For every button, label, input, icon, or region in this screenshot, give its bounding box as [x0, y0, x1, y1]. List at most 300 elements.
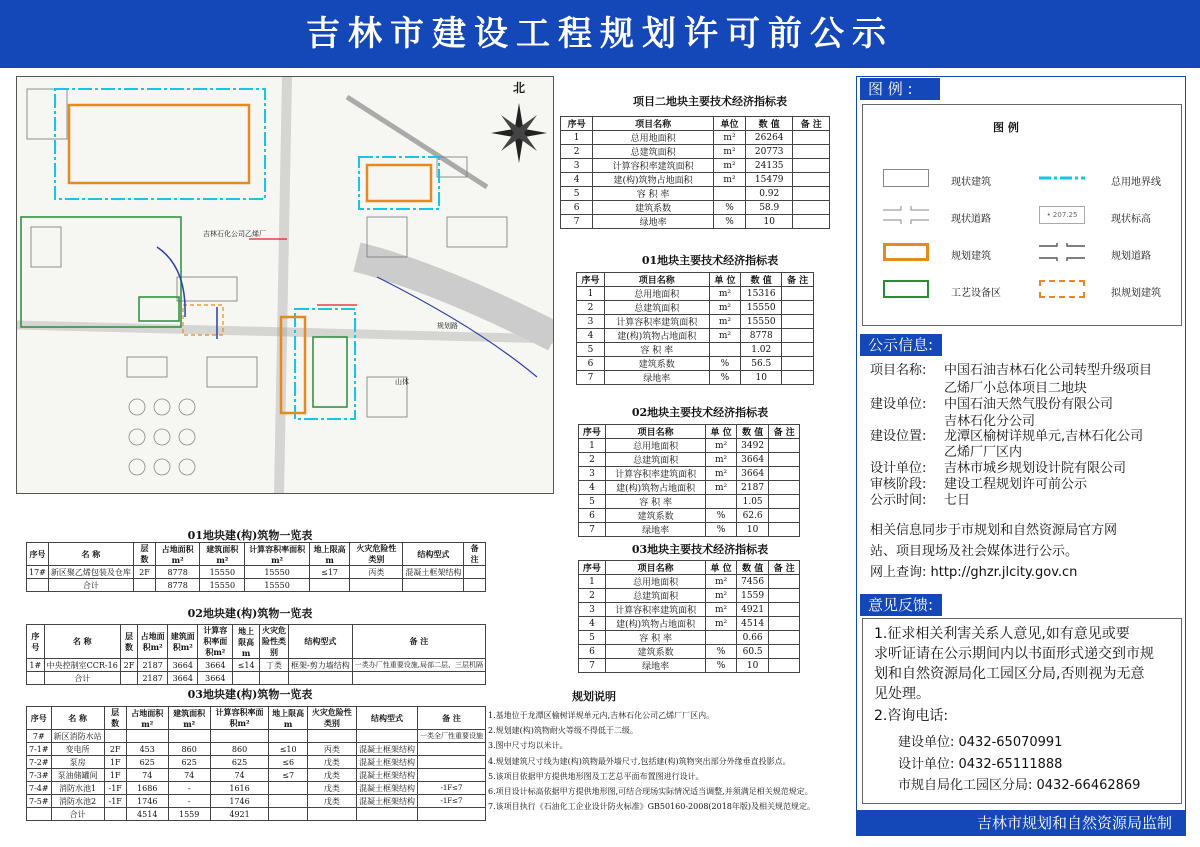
table-cell — [350, 579, 403, 592]
table-cell: 一类办厂性重要设施,局部二层、三层机隔 — [352, 659, 485, 672]
table-row — [577, 315, 814, 329]
table-cell: 4 — [579, 617, 606, 631]
table-row — [561, 173, 830, 187]
table-cell: 1F — [104, 756, 126, 769]
econ-rows — [579, 439, 800, 537]
table-cell: 丙类 — [307, 743, 356, 756]
table-header-cell: 结构型式 — [356, 707, 417, 730]
table-cell — [104, 808, 126, 821]
table-cell: 总用地面积 — [604, 287, 709, 301]
table-cell: 建筑系数 — [605, 645, 705, 659]
table-header-cell: 火灾危险性类别 — [307, 707, 356, 730]
table-cell — [769, 495, 800, 509]
table-cell: 3664 — [198, 659, 233, 672]
table-row — [561, 131, 830, 145]
table-cell: 7 — [579, 523, 606, 537]
table-cell: -1F≤7 — [417, 795, 485, 808]
table-cell: ≤7 — [269, 769, 307, 782]
table-row — [579, 467, 800, 481]
table-cell: 3 — [579, 467, 606, 481]
table-cell: 建(构)筑物占地面积 — [605, 481, 705, 495]
table-cell: 4514 — [126, 808, 168, 821]
table-header-cell: 序号 — [27, 543, 49, 566]
table-cell: -1F — [104, 795, 126, 808]
table-cell: m² — [706, 467, 737, 481]
phone-builder: 建设单位: 0432-65070991 — [898, 735, 1063, 750]
table-cell: 2187 — [138, 659, 168, 672]
table-cell: 15550 — [245, 566, 309, 579]
feedback-heading: 意见反馈: — [860, 594, 942, 616]
table-cell: 74 — [168, 769, 210, 782]
existing-building-symbol — [883, 169, 929, 187]
econ-table-03 — [578, 560, 800, 673]
th: 数 值 — [746, 117, 793, 131]
table-cell: m² — [709, 301, 741, 315]
building-table-title: 02地块建(构)筑物一览表 — [187, 607, 313, 620]
public-info-heading: 公示信息: — [860, 334, 942, 356]
table-row — [561, 159, 830, 173]
table-cell — [464, 566, 486, 579]
th: 序号 — [577, 273, 605, 287]
table-cell: 3664 — [168, 672, 198, 685]
th: 备 注 — [793, 117, 830, 131]
table-cell — [289, 672, 353, 685]
table-cell — [769, 617, 800, 631]
table-cell: % — [706, 523, 737, 537]
table-header-cell: 计算容积率面积m² — [198, 625, 233, 659]
table-cell: m² — [709, 287, 741, 301]
table-header-cell: 名 称 — [51, 707, 104, 730]
th: 序号 — [579, 561, 606, 575]
table-cell: m² — [706, 575, 737, 589]
th: 序号 — [579, 425, 606, 439]
table-cell: 4921 — [210, 808, 269, 821]
table-header-cell: 名 称 — [44, 625, 120, 659]
table-cell: 17# — [27, 566, 49, 579]
table-cell — [259, 672, 288, 685]
table-cell: 计算容积率建筑面积 — [593, 159, 714, 173]
th: 数 值 — [736, 561, 769, 575]
table-row — [579, 645, 800, 659]
table-cell: 建筑系数 — [604, 357, 709, 371]
table-cell: 1.05 — [736, 495, 769, 509]
table-cell: 5 — [579, 495, 606, 509]
table-cell: 625 — [126, 756, 168, 769]
table-row — [561, 187, 830, 201]
table-cell: 合计 — [51, 808, 104, 821]
table-cell: 1.02 — [741, 343, 782, 357]
building-table-title: 01地块建(构)筑物一览表 — [187, 529, 313, 542]
table-cell: 7 — [579, 659, 606, 673]
table-cell: 总用地面积 — [605, 575, 705, 589]
table-row — [27, 659, 486, 672]
project-name: 中国石油吉林石化公司转型升级项目 — [944, 363, 1153, 378]
table-cell: 1 — [561, 131, 593, 145]
table-row — [27, 579, 486, 592]
feedback-line: 划和自然资源局化工园区分局,否则视为无意 — [874, 666, 1145, 682]
sync-text-cont: 站、项目现场及社会媒体进行公示。 — [870, 544, 1079, 559]
table-cell: 建筑系数 — [605, 509, 705, 523]
table-cell: 1746 — [126, 795, 168, 808]
table-cell: 26264 — [746, 131, 793, 145]
th: 项目名称 — [605, 561, 705, 575]
note-item: 7.该项目执行《石油化工企业设计防火标准》GB50160-2008(2018年版)及相关规范规定。 — [488, 802, 816, 812]
project-name-label: 项目名称: — [870, 363, 927, 378]
table-cell — [27, 579, 49, 592]
table-cell — [417, 808, 485, 821]
builder: 中国石油天然气股份有限公司 — [944, 397, 1114, 412]
table-cell — [403, 579, 464, 592]
table-cell: 总建筑面积 — [605, 453, 705, 467]
designer-label: 设计单位: — [870, 461, 927, 476]
table-cell: 20773 — [746, 145, 793, 159]
site-plan-map — [16, 76, 554, 494]
table-cell: 容 积 率 — [593, 187, 714, 201]
building-header-row — [27, 707, 486, 730]
table-cell: 2 — [579, 453, 606, 467]
table-cell: 6 — [579, 509, 606, 523]
table-cell: 合计 — [44, 672, 120, 685]
econ-table-title: 01地块主要技术经济指标表 — [641, 254, 779, 267]
table-cell: 2187 — [138, 672, 168, 685]
econ-rows — [561, 131, 830, 229]
table-cell: 860 — [210, 743, 269, 756]
table-row — [579, 659, 800, 673]
table-cell: 混凝土框架结构 — [356, 756, 417, 769]
table-header-cell: 结构型式 — [289, 625, 353, 659]
table-header-cell: 层 数 — [120, 625, 137, 659]
stage-label: 审核阶段: — [870, 477, 927, 492]
econ-rows — [577, 287, 814, 385]
table-cell: 混凝土框架结构 — [356, 782, 417, 795]
table-cell: m² — [706, 617, 737, 631]
table-cell: 1 — [579, 575, 606, 589]
proposed-building-symbol — [1039, 280, 1085, 298]
table-cell: % — [709, 357, 741, 371]
th: 单 位 — [709, 273, 741, 287]
map-label-hill: 山体 — [395, 378, 409, 386]
table-cell — [782, 301, 814, 315]
table-cell: 7# — [27, 730, 52, 743]
econ-table-project2 — [560, 116, 830, 229]
notes-list — [488, 708, 840, 814]
table-cell: 合计 — [48, 579, 133, 592]
table-cell — [782, 343, 814, 357]
stage: 建设工程规划许可前公示 — [944, 477, 1088, 492]
table-cell: 混凝土框架结构 — [356, 769, 417, 782]
table-cell: 15550 — [245, 579, 309, 592]
table-cell: 10 — [736, 523, 769, 537]
table-cell: % — [713, 201, 745, 215]
table-cell — [782, 329, 814, 343]
table-cell — [782, 357, 814, 371]
table-cell: 5 — [579, 631, 606, 645]
table-cell — [793, 201, 830, 215]
table-cell — [269, 795, 307, 808]
table-row — [579, 603, 800, 617]
table-cell: 62.6 — [736, 509, 769, 523]
table-header-cell: 备 注 — [464, 543, 486, 566]
table-cell: 15479 — [746, 173, 793, 187]
table-cell: 绿地率 — [605, 523, 705, 537]
table-cell — [464, 579, 486, 592]
table-cell: 混凝土框架结构 — [356, 743, 417, 756]
table-cell: m² — [709, 329, 741, 343]
table-cell: 74 — [126, 769, 168, 782]
legend-heading: 图 例 : — [860, 78, 940, 100]
table-cell — [706, 495, 737, 509]
table-header-cell: 占地面积m² — [156, 543, 200, 566]
table-cell: 混凝土框架结构 — [356, 795, 417, 808]
table-cell: 1559 — [168, 808, 210, 821]
building-table-01 — [26, 542, 486, 592]
table-cell: ≤6 — [269, 756, 307, 769]
table-cell: - — [168, 795, 210, 808]
table-cell — [706, 631, 737, 645]
table-cell: 1F — [104, 769, 126, 782]
period-label: 公示时间: — [870, 493, 927, 508]
table-cell: 0.92 — [746, 187, 793, 201]
table-cell: 453 — [126, 743, 168, 756]
table-cell: 总建筑面积 — [605, 589, 705, 603]
designer: 吉林市城乡规划设计院有限公司 — [944, 461, 1127, 476]
table-cell: % — [713, 215, 745, 229]
table-header-cell: 地上限高m — [309, 543, 350, 566]
table-cell — [309, 579, 350, 592]
table-cell: 15316 — [741, 287, 782, 301]
table-cell: 8778 — [741, 329, 782, 343]
table-cell: 3 — [561, 159, 593, 173]
table-header-cell: 名 称 — [48, 543, 133, 566]
table-cell: 戊类 — [307, 782, 356, 795]
footer-credit: 吉林市规划和自然资源局监制 — [856, 810, 1186, 836]
table-row — [579, 439, 800, 453]
table-cell: 计算容积率建筑面积 — [605, 467, 705, 481]
map-label-road: 规划路 — [437, 322, 458, 330]
table-cell: 7-2# — [27, 756, 52, 769]
table-cell — [713, 187, 745, 201]
location-label: 建设位置: — [870, 429, 927, 444]
th: 数 值 — [741, 273, 782, 287]
table-cell: 1 — [579, 439, 606, 453]
table-cell: ≤10 — [269, 743, 307, 756]
site-plan-drawing — [17, 77, 554, 494]
table-row — [27, 730, 486, 743]
table-cell: 6 — [561, 201, 593, 215]
table-cell — [769, 603, 800, 617]
econ-rows — [579, 575, 800, 673]
table-cell: 2 — [577, 301, 605, 315]
table-cell: 860 — [168, 743, 210, 756]
table-header-cell: 序号 — [27, 707, 52, 730]
table-cell: 戊类 — [307, 795, 356, 808]
building-rows — [27, 566, 486, 592]
building-rows — [27, 659, 486, 685]
econ-table-title: 项目二地块主要技术经济指标表 — [633, 95, 787, 108]
project-name-cont: 乙烯厂小总体项目二地块 — [944, 381, 1088, 396]
table-cell: 容 积 率 — [604, 343, 709, 357]
table-header-cell: 火灾危险性类别 — [259, 625, 288, 659]
table-cell: 60.5 — [736, 645, 769, 659]
th: 单 位 — [706, 561, 737, 575]
sync-text: 相关信息同步于市规划和自然资源局官方网 — [870, 523, 1118, 538]
table-header-cell: 层 数 — [133, 543, 155, 566]
table-header-cell: 序号 — [27, 625, 45, 659]
building-header-row — [27, 625, 486, 659]
table-cell: 7456 — [736, 575, 769, 589]
table-cell — [769, 631, 800, 645]
table-row — [27, 769, 486, 782]
table-row — [579, 453, 800, 467]
table-cell: 10 — [746, 215, 793, 229]
building-table-title: 03地块建(构)筑物一览表 — [187, 688, 313, 701]
table-cell: 15550 — [741, 301, 782, 315]
table-cell: 7 — [561, 215, 593, 229]
table-cell: 框架-剪力墙结构 — [289, 659, 353, 672]
table-cell: 2 — [579, 589, 606, 603]
table-cell: 消防水池2 — [51, 795, 104, 808]
th: 备 注 — [769, 561, 800, 575]
table-cell: 8778 — [156, 566, 200, 579]
note-item: 2.规划建(构)筑物耐火等级不得低于二级。 — [488, 726, 638, 736]
table-cell: 4 — [579, 481, 606, 495]
table-cell: m² — [706, 439, 737, 453]
table-cell — [27, 808, 52, 821]
th: 单 位 — [706, 425, 737, 439]
table-row — [579, 495, 800, 509]
table-cell: m² — [706, 603, 737, 617]
boundary-line-symbol — [1039, 169, 1085, 187]
table-cell: 绿地率 — [604, 371, 709, 385]
legend-label: 拟规划建筑 — [1111, 288, 1161, 299]
table-cell — [168, 730, 210, 743]
table-cell: 4 — [561, 173, 593, 187]
table-cell: 5 — [577, 343, 605, 357]
table-cell — [782, 315, 814, 329]
table-cell — [769, 509, 800, 523]
table-cell — [417, 769, 485, 782]
table-cell: 1746 — [210, 795, 269, 808]
note-item: 6.项目设计标高依据甲方提供地形图,可结合现场实际情况适当调整,并须满足相关规范规定。 — [488, 787, 813, 797]
query-link[interactable]: 网上查询: http://ghzr.jlcity.gov.cn — [870, 565, 1078, 580]
legend-label: 现状道路 — [951, 214, 991, 225]
table-cell — [793, 187, 830, 201]
table-header-cell: 计算容积率面积m² — [210, 707, 269, 730]
econ-table-01 — [576, 272, 814, 385]
table-cell: -1F — [104, 782, 126, 795]
table-header-cell: 备 注 — [352, 625, 485, 659]
elevation-symbol: • 207.25 — [1039, 206, 1085, 224]
table-cell — [769, 645, 800, 659]
legend-box — [862, 104, 1182, 326]
table-cell: 2F — [104, 743, 126, 756]
table-row — [27, 743, 486, 756]
table-cell: 7-4# — [27, 782, 52, 795]
table-row — [577, 343, 814, 357]
table-cell: 6 — [579, 645, 606, 659]
table-cell: 2187 — [736, 481, 769, 495]
table-header-cell: 结构型式 — [403, 543, 464, 566]
existing-road-symbol — [883, 206, 929, 224]
notes-title: 规划说明 — [572, 690, 616, 703]
table-cell: 3664 — [736, 467, 769, 481]
legend-label: 工艺设备区 — [951, 288, 1001, 299]
table-row — [27, 756, 486, 769]
location-cont: 乙烯厂厂区内 — [944, 445, 1023, 460]
table-cell: 计算容积率建筑面积 — [604, 315, 709, 329]
table-header-cell: 地上限高m — [233, 625, 260, 659]
table-cell: 总建筑面积 — [604, 301, 709, 315]
table-cell — [769, 659, 800, 673]
table-cell: m² — [709, 315, 741, 329]
table-header-cell: 计算容积率面积m² — [245, 543, 309, 566]
table-row — [579, 631, 800, 645]
table-cell: 4 — [577, 329, 605, 343]
table-cell: 建筑系数 — [593, 201, 714, 215]
table-cell — [307, 730, 356, 743]
table-row — [27, 672, 486, 685]
legend-label: 规划建筑 — [951, 251, 991, 262]
table-cell — [356, 808, 417, 821]
table-cell — [793, 173, 830, 187]
table-row — [561, 215, 830, 229]
table-cell: -1F≤7 — [417, 782, 485, 795]
table-row — [561, 145, 830, 159]
phone-bureau: 市规自局化工园区分局: 0432-66462869 — [898, 778, 1141, 793]
table-cell: % — [709, 371, 741, 385]
building-header-row — [27, 543, 486, 566]
table-cell — [210, 730, 269, 743]
table-cell — [769, 467, 800, 481]
table-cell: 15550 — [741, 315, 782, 329]
table-cell — [782, 287, 814, 301]
note-item: 1.基地位于龙潭区榆树详规单元内,吉林石化公司乙烯厂厂区内。 — [488, 711, 715, 720]
table-cell: 容 积 率 — [605, 631, 705, 645]
table-cell — [133, 579, 155, 592]
map-label-factory: 吉林石化公司乙烯厂 — [203, 230, 266, 238]
table-cell: 消防水池1 — [51, 782, 104, 795]
table-cell: 3664 — [168, 659, 198, 672]
table-cell: 2F — [120, 659, 137, 672]
table-cell: 8778 — [156, 579, 200, 592]
th: 单位 — [713, 117, 745, 131]
table-cell: 2F — [133, 566, 155, 579]
table-cell: 中央控制室CCR-16 — [44, 659, 120, 672]
table-cell: 3 — [579, 603, 606, 617]
table-cell: 戊类 — [307, 756, 356, 769]
legend-label: 现状标高 — [1111, 214, 1151, 225]
table-row — [579, 509, 800, 523]
builder-label: 建设单位: — [870, 397, 927, 412]
table-cell: 10 — [736, 659, 769, 673]
feedback-line: 见处理。 — [874, 686, 930, 702]
table-header-cell: 地上限高m — [269, 707, 307, 730]
table-cell: 74 — [210, 769, 269, 782]
table-cell: 变电所 — [51, 743, 104, 756]
table-cell — [27, 672, 45, 685]
table-cell — [356, 730, 417, 743]
table-cell: 一类全厂性重要设施 — [417, 730, 485, 743]
table-cell — [793, 215, 830, 229]
table-cell: % — [706, 645, 737, 659]
table-cell: 1686 — [126, 782, 168, 795]
table-cell — [709, 343, 741, 357]
table-cell — [769, 439, 800, 453]
table-cell: m² — [706, 453, 737, 467]
table-cell: 7-3# — [27, 769, 52, 782]
table-cell — [793, 145, 830, 159]
feedback-line: 求听证请在公示期间内以书面形式递交到市规 — [874, 646, 1154, 662]
